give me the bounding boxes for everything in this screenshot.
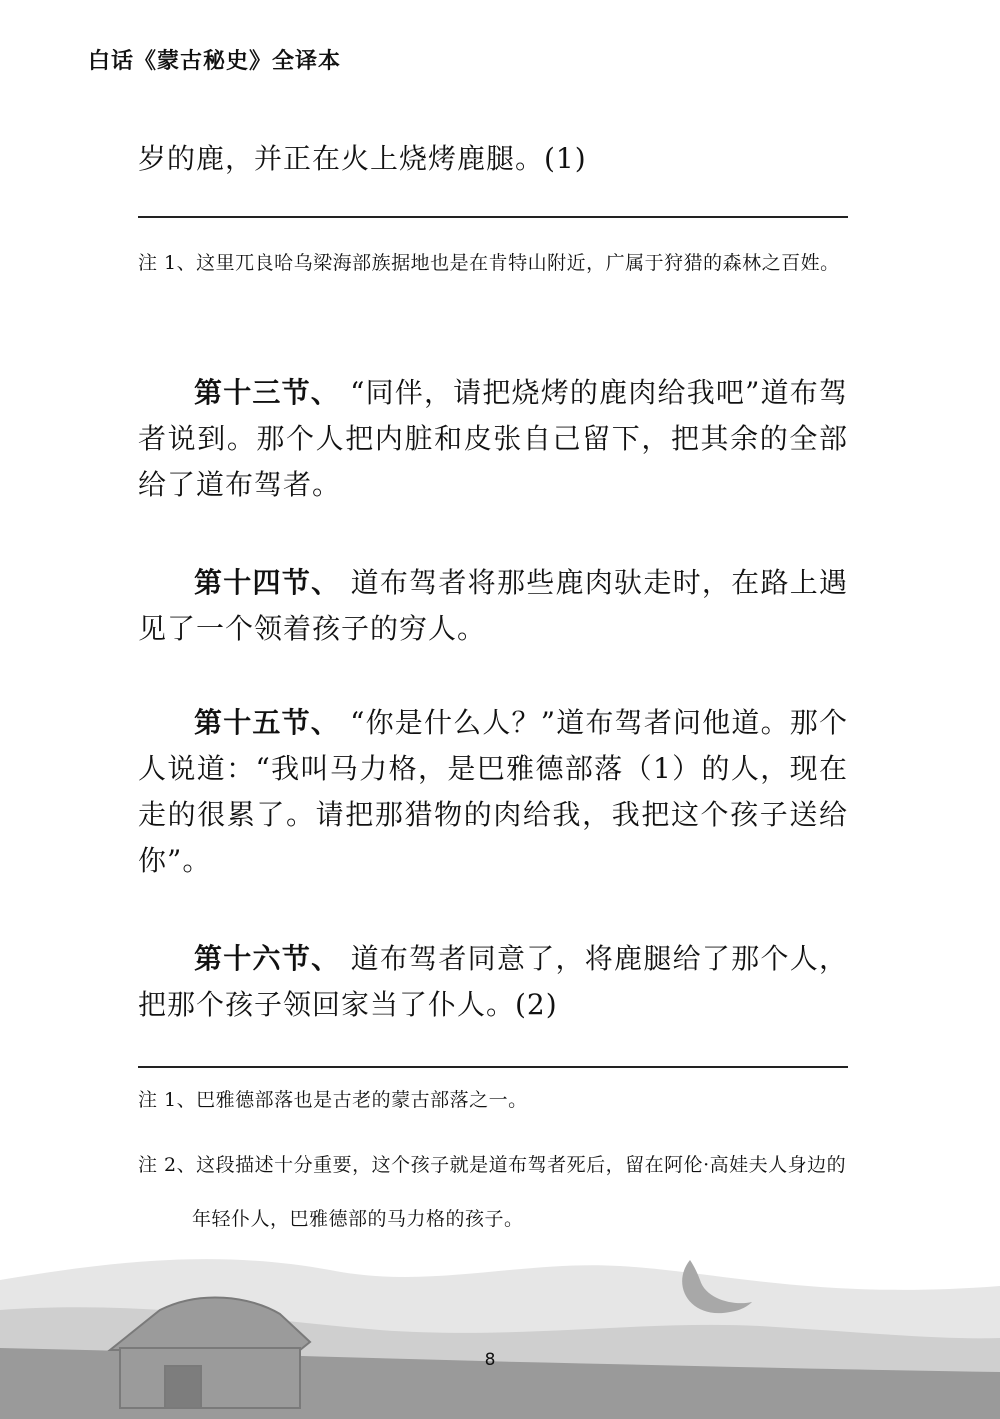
section-text: “你是什么人？”道布驾者问他道。那个人说道：“我叫马力格，是巴雅德部落（1）的人，现在走的很累了。请把那猎物的肉给我，我把这个孩子送给你”。 xyxy=(138,706,848,877)
intro-text: 岁的鹿，并正在火上烧烤鹿腿。(1) xyxy=(138,142,587,175)
footnote-item xyxy=(138,1138,848,1246)
section-heading: 第十五节、 xyxy=(194,706,340,739)
section-15 xyxy=(138,700,848,884)
page-number: 8 xyxy=(484,1350,496,1370)
section-paragraph xyxy=(138,560,848,652)
footnote-text: 这段描述十分重要，这个孩子就是道布驾者死后，留在阿伦·高娃夫人身边的年轻仆人，巴雅德部的马力格的孩子。 xyxy=(192,1154,847,1230)
footnote-label: 注 2、 xyxy=(138,1154,197,1176)
section-text: 道布驾者同意了，将鹿腿给了那个人，把那个孩子领回家当了仆人。(2) xyxy=(138,942,848,1021)
footnote-label: 注 1、 xyxy=(138,1089,197,1111)
section-16 xyxy=(138,936,848,1028)
section-paragraph xyxy=(138,370,848,508)
section-13 xyxy=(138,370,848,508)
footnotes-top xyxy=(138,238,848,288)
footnote-divider-top xyxy=(138,216,848,218)
section-heading: 第十四节、 xyxy=(194,566,341,599)
intro-paragraph xyxy=(138,136,848,182)
section-paragraph xyxy=(138,700,848,884)
yurt-landscape-illustration xyxy=(0,1240,1000,1419)
footnote-item xyxy=(138,238,848,288)
section-text: “同伴，请把烧烤的鹿肉给我吧”道布驾者说到。那个人把内脏和皮张自己留下，把其余的全部给了道布驾者。 xyxy=(138,376,848,501)
section-text: 道布驾者将那些鹿肉驮走时，在路上遇见了一个领着孩子的穷人。 xyxy=(138,566,848,645)
section-heading: 第十三节、 xyxy=(194,376,340,409)
footnote-text: 这里兀良哈乌梁海部族据地也是在肯特山附近，广属于狩猎的森林之百姓。 xyxy=(196,252,840,274)
footnote-label: 注 1、 xyxy=(138,252,197,274)
running-header: 白话《蒙古秘史》全译本 xyxy=(88,49,342,74)
footnote-divider-bottom xyxy=(138,1066,848,1068)
footnote-text: 巴雅德部落也是古老的蒙古部落之一。 xyxy=(196,1089,528,1111)
footnotes-bottom xyxy=(138,1088,848,1246)
footnote-item xyxy=(138,1088,848,1112)
section-14 xyxy=(138,560,848,652)
section-heading: 第十六节、 xyxy=(194,942,341,975)
section-paragraph xyxy=(138,936,848,1028)
